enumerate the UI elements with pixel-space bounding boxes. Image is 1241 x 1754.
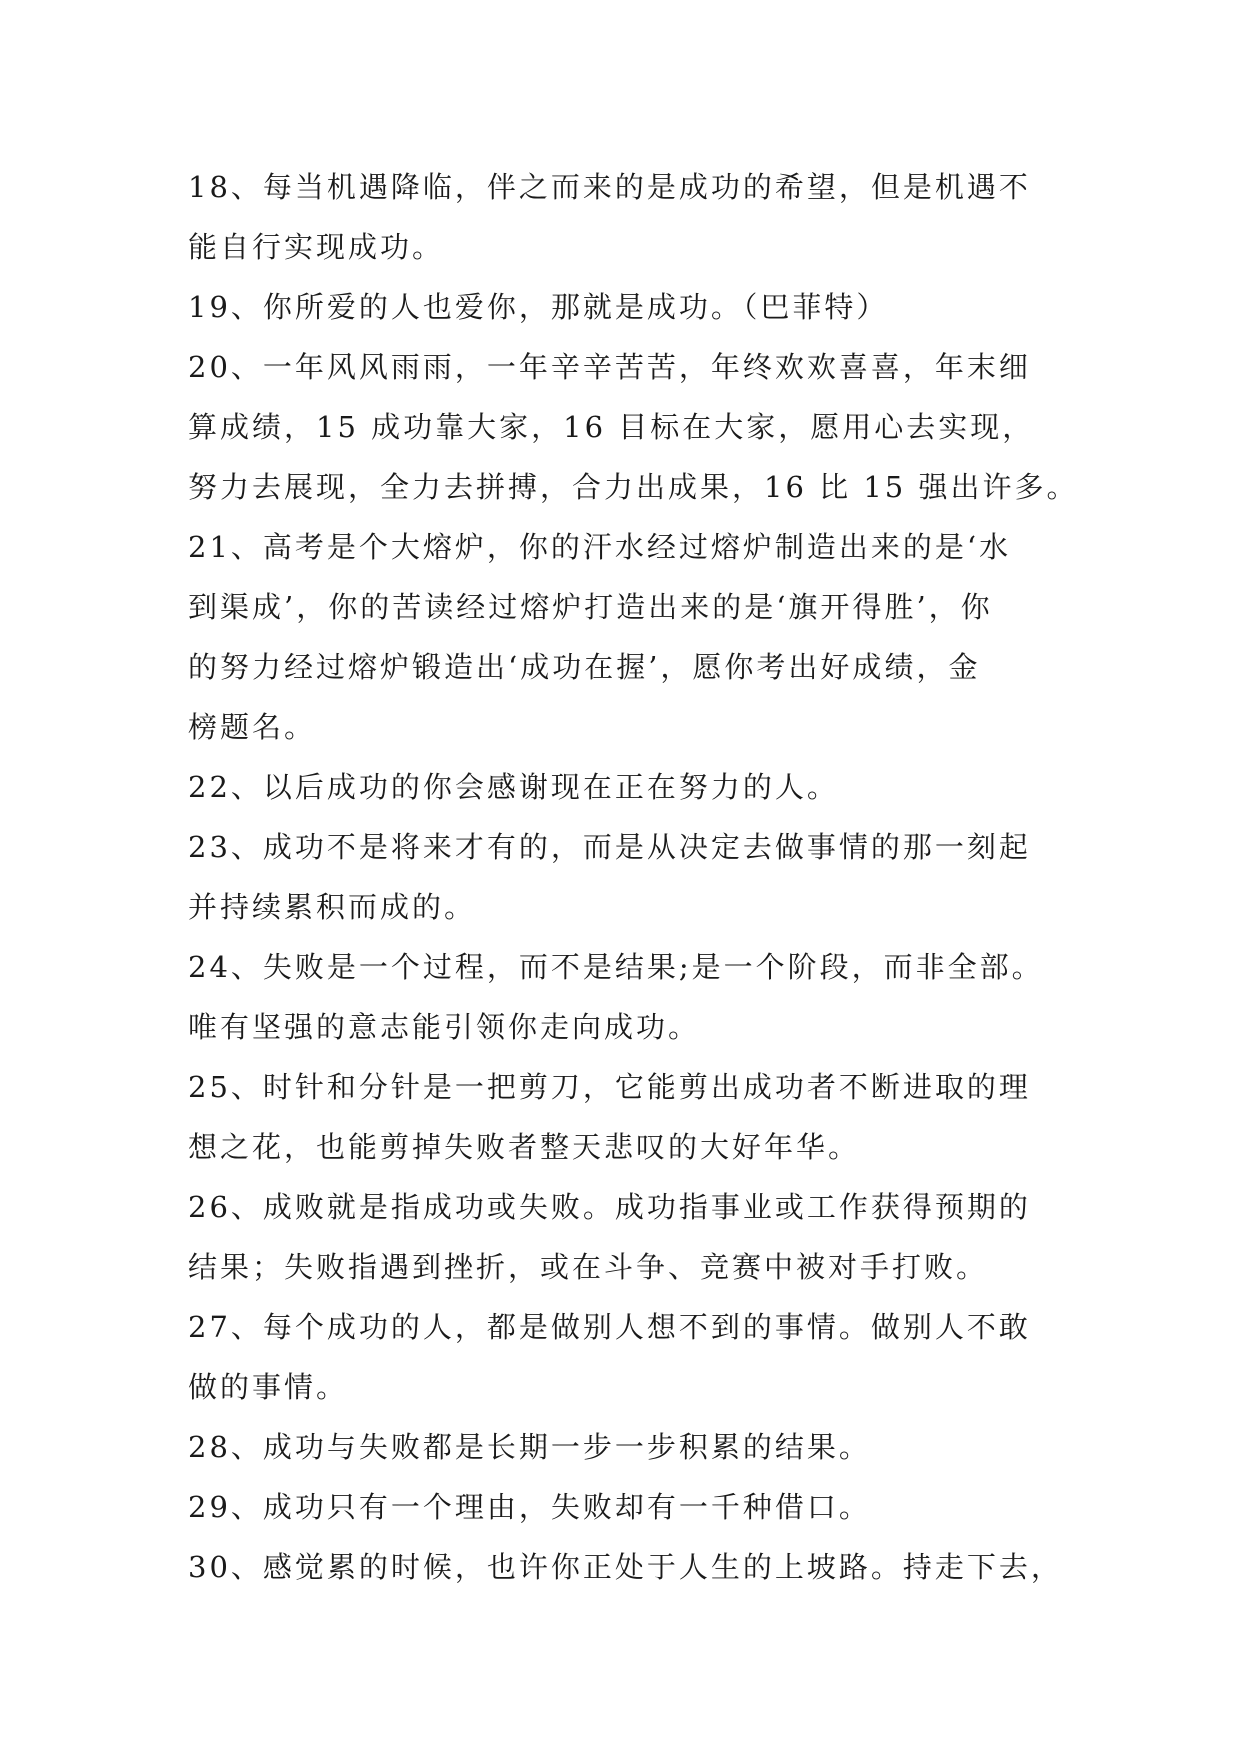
text-line: 25、时针和分针是一把剪刀，它能剪出成功者不断进取的理 xyxy=(188,1070,1031,1104)
text-line: 的努力经过熔炉锻造出‘成功在握’，愿你考出好成绩，金 xyxy=(188,650,981,684)
text-line: 到渠成’，你的苦读经过熔炉打造出来的是‘旗开得胜’，你 xyxy=(188,590,993,624)
text-line: 24、失败是一个过程，而不是结果;是一个阶段，而非全部。 xyxy=(188,950,1044,984)
text-line: 20、一年风风雨雨，一年辛辛苦苦，年终欢欢喜喜，年末细 xyxy=(188,350,1031,384)
document-page xyxy=(188,157,1079,1597)
text-line: 并持续累积而成的。 xyxy=(188,890,477,924)
text-line: 想之花，也能剪掉失败者整天悲叹的大好年华。 xyxy=(188,1130,861,1164)
text-line: 18、每当机遇降临，伴之而来的是成功的希望，但是机遇不 xyxy=(188,170,1031,204)
text-line: 22、以后成功的你会感谢现在正在努力的人。 xyxy=(188,770,839,804)
text-line: 21、高考是个大熔炉，你的汗水经过熔炉制造出来的是‘水 xyxy=(188,530,1012,564)
text-line: 30、感觉累的时候，也许你正处于人生的上坡路。持走下去， xyxy=(188,1550,1063,1584)
text-line: 23、成功不是将来才有的，而是从决定去做事情的那一刻起 xyxy=(188,830,1031,864)
text-line: 能自行实现成功。 xyxy=(188,230,445,264)
text-line: 算成绩，15 成功靠大家，16 目标在大家，愿用心去实现， xyxy=(188,410,1035,444)
text-line: 结果；失败指遇到挫折，或在斗争、竞赛中被对手打败。 xyxy=(188,1250,989,1284)
text-line: 榜题名。 xyxy=(188,710,317,744)
text-line: 28、成功与失败都是长期一步一步积累的结果。 xyxy=(188,1430,871,1464)
text-line: 唯有坚强的意志能引领你走向成功。 xyxy=(188,1010,701,1044)
text-line: 29、成功只有一个理由，失败却有一千种借口。 xyxy=(188,1490,871,1524)
text-line: 做的事情。 xyxy=(188,1370,349,1404)
text-line: 27、每个成功的人，都是做别人想不到的事情。做别人不敢 xyxy=(188,1310,1031,1344)
text-line: 19、你所爱的人也爱你，那就是成功。（巴菲特） xyxy=(188,290,889,324)
text-line: 26、成败就是指成功或失败。成功指事业或工作获得预期的 xyxy=(188,1190,1031,1224)
text-line: 努力去展现，全力去拼搏，合力出成果，16 比 15 强出许多。 xyxy=(188,470,1079,504)
